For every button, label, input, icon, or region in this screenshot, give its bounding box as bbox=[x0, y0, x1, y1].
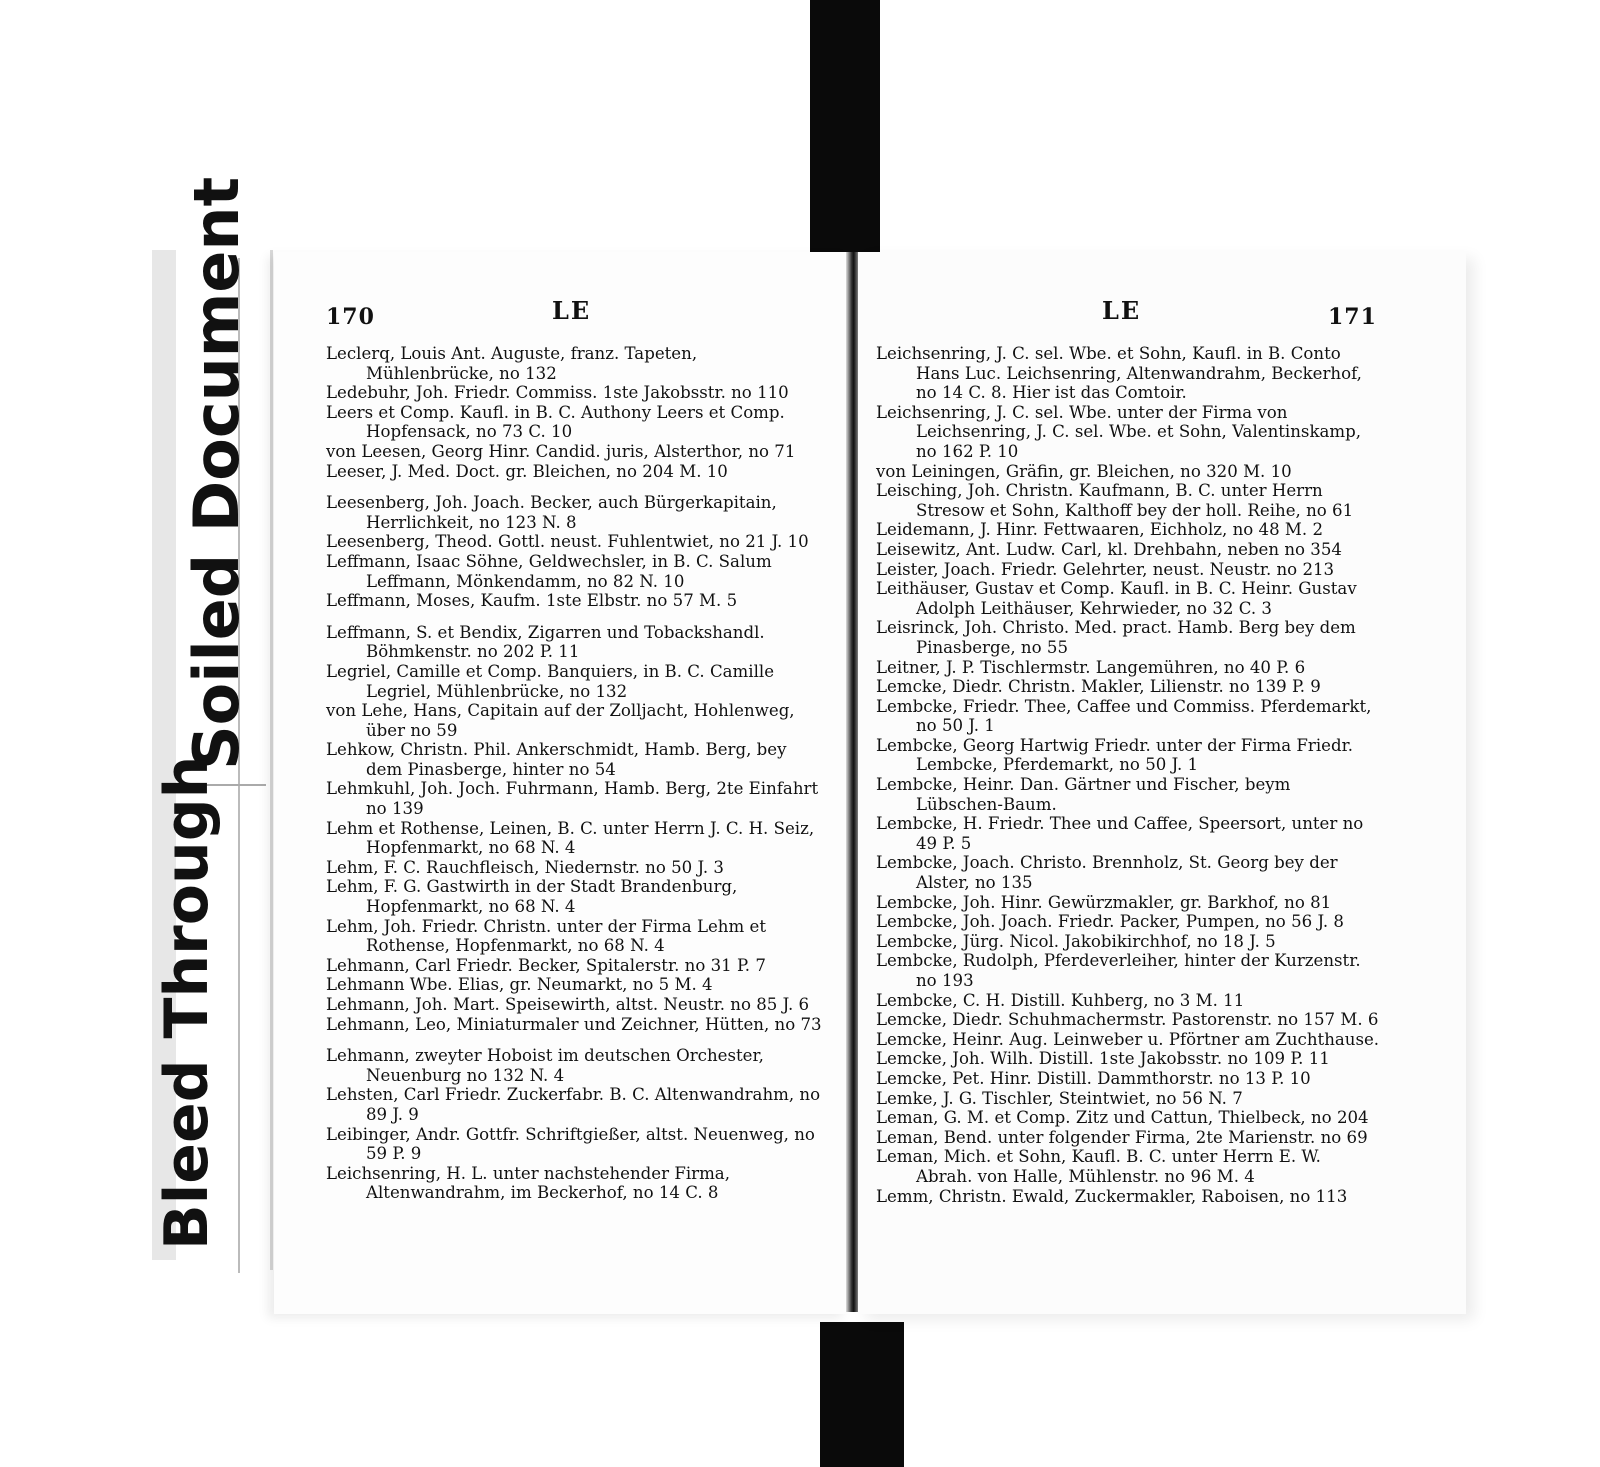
directory-entry: Leichsenring, J. C. sel. Wbe. unter der Firma von Leichsenring, J. C. sel. Wbe. et Sohn, Valentinskamp, no 162 P. 10 bbox=[876, 402, 1362, 461]
directory-entry: Leffmann, Moses, Kaufm. 1ste Elbstr. no 57 M. 5 bbox=[326, 591, 738, 611]
directory-entry: Lemm, Christn. Ewald, Zuckermakler, Raboisen, no 113 bbox=[876, 1186, 1348, 1206]
directory-entry: Lembcke, Jürg. Nicol. Jakobikirchhof, no 18 J. 5 bbox=[876, 931, 1276, 951]
bleed-through-label: Bleed Through bbox=[152, 755, 222, 1250]
directory-entry: Ledebuhr, Joh. Friedr. Commiss. 1ste Jakobsstr. no 110 bbox=[326, 383, 789, 403]
left-page bbox=[274, 252, 848, 1314]
directory-entry: Lehmkuhl, Joh. Joch. Fuhrmann, Hamb. Berg, 2te Einfahrt no 139 bbox=[326, 779, 819, 819]
directory-entry: Lehsten, Carl Friedr. Zuckerfabr. B. C. Altenwandrahm, no 89 J. 9 bbox=[326, 1085, 821, 1124]
directory-entry: Leichsenring, J. C. sel. Wbe. et Sohn, Kaufl. in B. Conto Hans Luc. Leichsenring, Altenwandrahm, Beckerhof, no 14 C. 8. Hier ist das Comtoir. bbox=[876, 344, 1362, 403]
directory-entry: Lemcke, Joh. Wilh. Distill. 1ste Jakobsstr. no 109 P. 11 bbox=[876, 1049, 1330, 1069]
right-page-header: LE bbox=[1102, 296, 1142, 325]
directory-entry: Leisrinck, Joh. Christo. Med. pract. Hamb. Berg bey dem Pinasberge, no 55 bbox=[876, 618, 1356, 657]
directory-entry: Leisewitz, Ant. Ludw. Carl, kl. Drehbahn, neben no 354 bbox=[876, 539, 1342, 559]
directory-entry: Legriel, Camille et Comp. Banquiers, in B. C. Camille Legriel, Mühlenbrücke, no 132 bbox=[326, 661, 775, 701]
directory-entry: Lehmann Wbe. Elias, gr. Neumarkt, no 5 M. 4 bbox=[326, 975, 713, 995]
directory-entry: Leesenberg, Joh. Joach. Becker, auch Bürgerkapitain, Herrlichkeit, no 123 N. 8 bbox=[326, 493, 777, 532]
directory-entry: Leffmann, S. et Bendix, Zigarren und Tobackshandl. Böhmkenstr. no 202 P. 11 bbox=[326, 622, 765, 662]
directory-entry: Lehmann, zweyter Hoboist im deutschen Orchester, Neuenburg no 132 N. 4 bbox=[326, 1046, 764, 1085]
directory-entry: Leclerq, Louis Ant. Auguste, franz. Tapeten, Mühlenbrücke, no 132 bbox=[326, 344, 698, 383]
directory-entry: Lemcke, Pet. Hinr. Distill. Dammthorstr. no 13 P. 10 bbox=[876, 1068, 1311, 1088]
directory-entry: Lembcke, Joh. Joach. Friedr. Packer, Pumpen, no 56 J. 8 bbox=[876, 912, 1344, 932]
directory-entry: Lembcke, H. Friedr. Thee und Caffee, Speersort, unter no 49 P. 5 bbox=[876, 814, 1364, 853]
directory-entry: Lembcke, Friedr. Thee, Caffee und Commiss. Pferdemarkt, no 50 J. 1 bbox=[876, 696, 1372, 736]
directory-entry: Leeser, J. Med. Doct. gr. Bleichen, no 204 M. 10 bbox=[326, 461, 728, 481]
right-entry-list bbox=[876, 344, 1382, 1206]
directory-entry: Lehm, F. G. Gastwirth in der Stadt Brandenburg, Hopfenmarkt, no 68 N. 4 bbox=[326, 877, 738, 917]
directory-entry: Lehmann, Carl Friedr. Becker, Spitalerstr. no 31 P. 7 bbox=[326, 955, 766, 975]
directory-entry: Lehm, Joh. Friedr. Christn. unter der Firma Lehm et Rothense, Hopfenmarkt, no 68 N. 4 bbox=[326, 916, 766, 956]
directory-entry: Leman, G. M. et Comp. Zitz und Cattun, Thielbeck, no 204 bbox=[876, 1108, 1369, 1128]
right-page-number: 171 bbox=[1328, 304, 1377, 330]
directory-entry: Leesenberg, Theod. Gottl. neust. Fuhlentwiet, no 21 J. 10 bbox=[326, 532, 809, 552]
directory-entry: Lehmann, Leo, Miniaturmaler und Zeichner, Hütten, no 73 bbox=[326, 1014, 822, 1034]
directory-entry: Leman, Bend. unter folgender Firma, 2te Marienstr. no 69 bbox=[876, 1127, 1368, 1147]
directory-entry: Leibinger, Andr. Gottfr. Schriftgießer, altst. Neuenweg, no 59 P. 9 bbox=[326, 1124, 815, 1164]
directory-entry: Lehkow, Christn. Phil. Ankerschmidt, Hamb. Berg, bey dem Pinasberge, hinter no 54 bbox=[326, 740, 787, 779]
directory-entry: Lehm et Rothense, Leinen, B. C. unter Herrn J. C. H. Seiz, Hopfenmarkt, no 68 N. 4 bbox=[326, 818, 815, 858]
directory-entry: Leidemann, J. Hinr. Fettwaaren, Eichholz, no 48 M. 2 bbox=[876, 520, 1324, 540]
directory-entry: Leers et Comp. Kaufl. in B. C. Authony Leers et Comp. Hopfensack, no 73 C. 10 bbox=[326, 402, 785, 442]
binding-clip-top bbox=[810, 0, 880, 285]
left-page-header: LE bbox=[552, 296, 592, 325]
directory-entry: Lembcke, Joach. Christo. Brennholz, St. Georg bey der Alster, no 135 bbox=[876, 853, 1338, 893]
left-page-number: 170 bbox=[326, 304, 375, 330]
directory-entry: Leichsenring, H. L. unter nachstehender Firma, Altenwandrahm, im Beckerhof, no 14 C. 8 bbox=[326, 1163, 730, 1203]
directory-entry: Leister, Joach. Friedr. Gelehrter, neust. Neustr. no 213 bbox=[876, 559, 1335, 579]
directory-entry: Lembcke, Georg Hartwig Friedr. unter der Firma Friedr. Lembcke, Pferdemarkt, no 50 J. 1 bbox=[876, 735, 1353, 775]
directory-entry: Lemcke, Diedr. Schuhmachermstr. Pastorenstr. no 157 M. 6 bbox=[876, 1010, 1379, 1030]
directory-entry: Lembcke, Heinr. Dan. Gärtner und Fischer, beym Lübschen-Baum. bbox=[876, 775, 1291, 814]
directory-entry: Leithäuser, Gustav et Comp. Kaufl. in B. C. Heinr. Gustav Adolph Leithäuser, Kehrwieder, no 32 C. 3 bbox=[876, 579, 1357, 618]
directory-entry: Lemke, J. G. Tischler, Steintwiet, no 56 N. 7 bbox=[876, 1088, 1243, 1108]
directory-entry: Leman, Mich. et Sohn, Kaufl. B. C. unter Herrn E. W. Abrah. von Halle, Mühlenstr. no 96 M. 4 bbox=[876, 1147, 1321, 1186]
binding-clip-bottom bbox=[820, 1322, 904, 1467]
directory-entry: Leffmann, Isaac Söhne, Geldwechsler, in B. C. Salum Leffmann, Mönkendamm, no 82 N. 10 bbox=[326, 551, 772, 591]
right-page bbox=[858, 252, 1466, 1314]
directory-entry: Lehm, F. C. Rauchfleisch, Niedernstr. no 50 J. 3 bbox=[326, 857, 724, 877]
directory-entry: Lembcke, Joh. Hinr. Gewürzmakler, gr. Barkhof, no 81 bbox=[876, 892, 1332, 912]
directory-entry: Leitner, J. P. Tischlermstr. Langemühren, no 40 P. 6 bbox=[876, 657, 1306, 677]
soiled-document-label: Soiled Document bbox=[180, 176, 253, 770]
directory-entry: Leisching, Joh. Christn. Kaufmann, B. C. unter Herrn Stresow et Sohn, Kalthoff bey der holl. Reihe, no 61 bbox=[876, 481, 1354, 520]
directory-entry: Lembcke, Rudolph, Pferdeverleiher, hinter der Kurzenstr. no 193 bbox=[876, 951, 1361, 990]
directory-entry: Lemcke, Diedr. Christn. Makler, Lilienstr. no 139 P. 9 bbox=[876, 677, 1321, 697]
left-entry-list bbox=[326, 344, 826, 1203]
directory-entry: von Leiningen, Gräfin, gr. Bleichen, no 320 M. 10 bbox=[876, 461, 1292, 481]
directory-entry: Lembcke, C. H. Distill. Kuhberg, no 3 M. 11 bbox=[876, 990, 1245, 1010]
directory-entry: Lehmann, Joh. Mart. Speisewirth, altst. Neustr. no 85 J. 6 bbox=[326, 995, 810, 1014]
directory-entry: von Leesen, Georg Hinr. Candid. juris, Alsterthor, no 71 bbox=[326, 441, 796, 461]
directory-entry: von Lehe, Hans, Capitain auf der Zolljacht, Hohlenweg, über no 59 bbox=[326, 701, 795, 740]
directory-entry: Lemcke, Heinr. Aug. Leinweber u. Pförtner am Zuchthause. bbox=[876, 1029, 1380, 1049]
